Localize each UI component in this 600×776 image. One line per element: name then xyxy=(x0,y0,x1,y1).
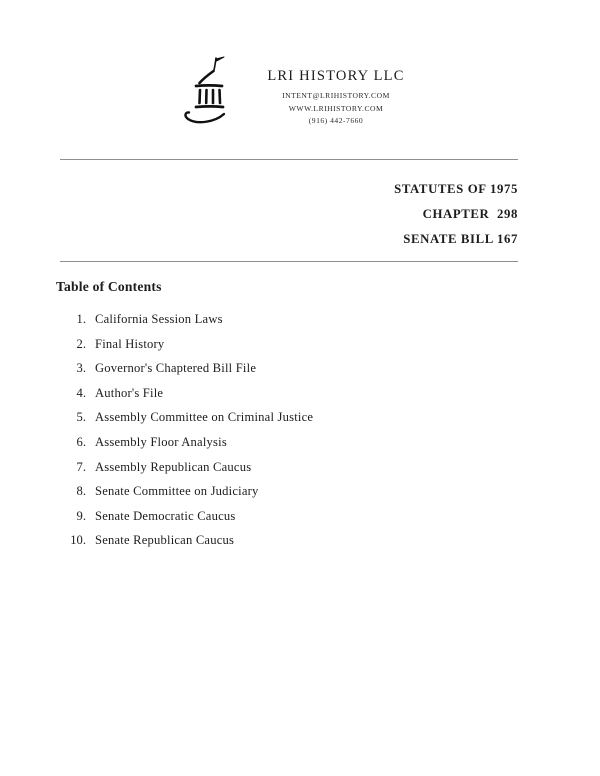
toc-item xyxy=(56,455,600,480)
toc-item-label: Author's File xyxy=(95,385,164,400)
toc-item-label: Senate Democratic Caucus xyxy=(95,508,236,523)
capitol-logo-icon xyxy=(177,56,241,140)
letterhead-text xyxy=(267,68,404,128)
toc-item-label: Final History xyxy=(95,336,165,351)
senate-bill-line: SENATE BILL 167 xyxy=(403,232,518,246)
statutes-line: STATUTES OF 1975 xyxy=(394,182,518,196)
toc-item-number: 7. xyxy=(76,459,86,474)
letterhead xyxy=(0,0,600,140)
phone-line: (916) 442-7660 xyxy=(308,116,364,126)
toc-item-label: Assembly Republican Caucus xyxy=(95,459,252,474)
toc-item-label: Governor's Chaptered Bill File xyxy=(95,361,257,376)
statutes-block xyxy=(60,177,518,252)
toc-item-label: Assembly Committee on Criminal Justice xyxy=(95,410,314,425)
toc-item xyxy=(56,381,600,406)
toc-item xyxy=(56,528,600,553)
toc-item-number: 9. xyxy=(76,508,86,523)
toc-item xyxy=(56,504,600,529)
toc-item xyxy=(56,332,600,357)
email-line: INTENT@LRIHISTORY.COM xyxy=(282,91,390,101)
toc-item xyxy=(56,356,600,381)
toc-item-number: 6. xyxy=(76,434,86,449)
toc-item xyxy=(56,405,600,430)
toc-item xyxy=(56,479,600,504)
horizontal-rule-top xyxy=(60,159,518,160)
toc-item-number: 2. xyxy=(76,336,86,351)
toc-item-label: Assembly Floor Analysis xyxy=(95,434,227,449)
toc-item-number: 10. xyxy=(70,533,86,548)
toc-item-number: 3. xyxy=(76,361,86,376)
toc-item-label: Senate Committee on Judiciary xyxy=(95,484,259,499)
toc-item-number: 5. xyxy=(76,410,86,425)
toc-item-label: Senate Republican Caucus xyxy=(95,533,235,548)
chapter-line: CHAPTER 298 xyxy=(422,207,518,221)
horizontal-rule-bottom xyxy=(60,261,518,262)
toc-item xyxy=(56,307,600,332)
toc-item-number: 4. xyxy=(76,385,86,400)
toc-item xyxy=(56,430,600,455)
toc-item-number: 8. xyxy=(76,484,86,499)
company-name: LRI HISTORY LLC xyxy=(267,68,405,85)
website-line: WWW.LRIHISTORY.COM xyxy=(288,103,384,113)
toc-list xyxy=(56,307,600,553)
toc-item-label: California Session Laws xyxy=(95,312,223,326)
toc-title: Table of Contents xyxy=(56,279,162,294)
toc-item-number: 1. xyxy=(76,312,86,326)
